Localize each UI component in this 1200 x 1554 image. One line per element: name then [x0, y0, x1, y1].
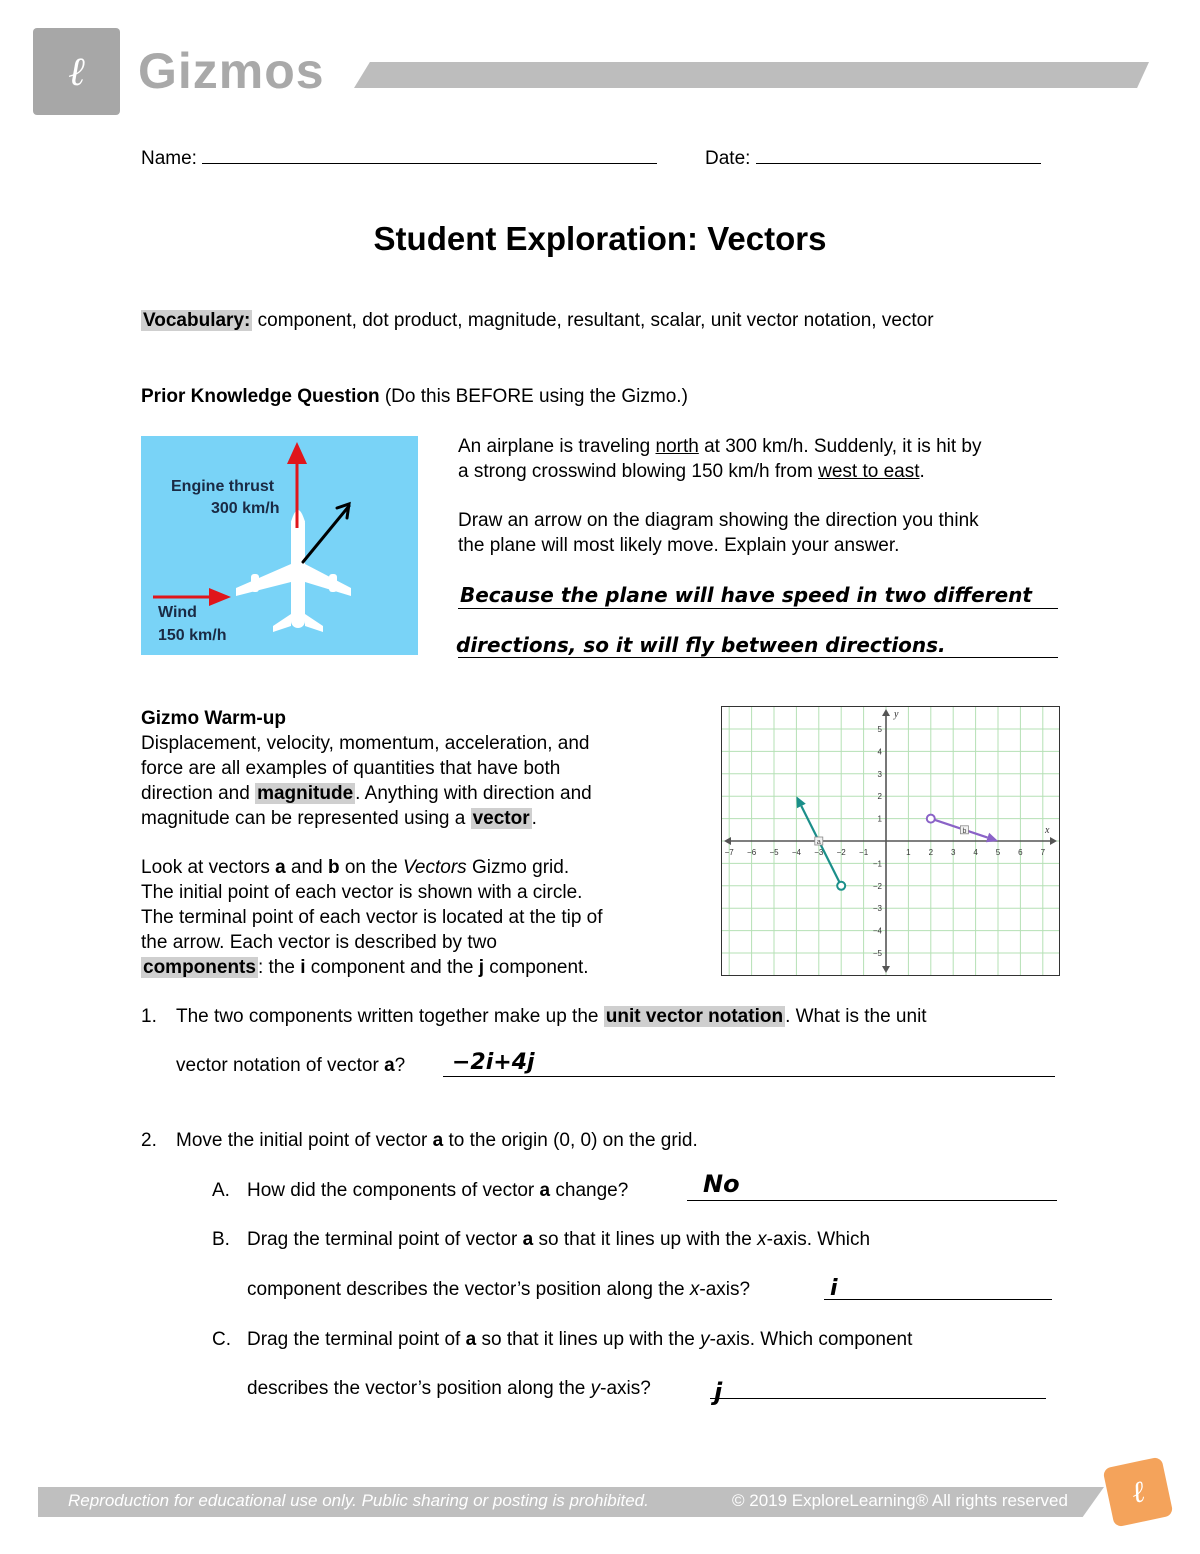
- q2-text: Move the initial point of vector a to the origin (0, 0) on the grid.: [176, 1130, 698, 1151]
- vector-b-initial-point: [927, 815, 935, 823]
- prior-instruction-1: Draw an arrow on the diagram showing the direction you think: [458, 510, 979, 531]
- prior-answer-1[interactable]: Because the plane will have speed in two different: [460, 583, 1032, 607]
- drawn-answer-arrow-icon: [303, 504, 349, 562]
- term-unit-vector-notation: unit vector notation: [605, 1006, 784, 1027]
- warmup-heading: Gizmo Warm-up: [141, 708, 286, 729]
- warmup-line-9: components : the i component and the j component.: [143, 957, 589, 978]
- q2b-line-1: Drag the terminal point of vector a so that it lines up with the x-axis. Which: [247, 1229, 871, 1250]
- brand-name: Gizmos: [138, 43, 325, 99]
- q1-line-2: vector notation of vector a?: [176, 1055, 406, 1076]
- y-axis-label: y: [894, 709, 899, 720]
- q1-number: 1.: [141, 1006, 157, 1027]
- y-tick-label: −1: [872, 859, 882, 869]
- vocabulary-label: Vocabulary:: [143, 310, 251, 331]
- warmup-line-8: the arrow. Each vector is described by two: [141, 932, 497, 953]
- gizmos-logo-icon: ℓ: [33, 28, 120, 115]
- x-tick-label: −1: [859, 848, 869, 857]
- term-components: components: [143, 957, 256, 978]
- q2c-line-1: Drag the terminal point of a so that it lines up with the y-axis. Which component: [247, 1329, 913, 1350]
- q2c-answer-line: [710, 1398, 1046, 1399]
- date-row: [705, 145, 1041, 170]
- x-tick-label: 6: [1018, 848, 1023, 857]
- page-title: Student Exploration: Vectors: [373, 220, 827, 257]
- x-axis-arrow-icon: [1050, 837, 1057, 845]
- q2a-text: How did the components of vector a change?: [247, 1180, 629, 1201]
- x-tick-label: 3: [950, 848, 956, 857]
- date-label: Date:: [705, 148, 751, 169]
- q2a-letter: A.: [212, 1180, 230, 1201]
- x-tick-label: 4: [973, 848, 978, 857]
- vocabulary-terms: component, dot product, magnitude, resultant, scalar, unit vector notation, vector: [257, 310, 934, 331]
- y-tick-label: 5: [877, 725, 882, 734]
- x-tick-label: 1: [906, 848, 911, 857]
- y-tick-label: 2: [877, 792, 882, 802]
- x-tick-label: −6: [747, 848, 757, 857]
- q2b-line-2: component describes the vector’s position along the x-axis?: [247, 1279, 751, 1300]
- airplane-icon: [236, 510, 351, 632]
- vector-b-line: [931, 819, 988, 838]
- name-label: Name:: [141, 148, 197, 169]
- q2-number: 2.: [141, 1130, 157, 1151]
- vector-b-arrowhead: [986, 833, 998, 842]
- x-tick-label: −2: [836, 848, 846, 857]
- prior-answer-2[interactable]: directions, so it will fly between directions.: [456, 633, 946, 657]
- term-magnitude: magnitude: [257, 783, 354, 804]
- name-row: [141, 145, 657, 170]
- x-axis-label: x: [1045, 825, 1050, 836]
- vectors-grid-chart: [721, 706, 1060, 976]
- header-bar: [354, 62, 1149, 88]
- vectors-grid-svg: [722, 707, 1059, 975]
- prior-text-line-1: An airplane is traveling north at 300 km/h. Suddenly, it is hit by: [458, 436, 982, 457]
- x-tick-label: 7: [1040, 848, 1046, 857]
- warmup-line-4: magnitude can be represented using a vector .: [141, 808, 537, 829]
- q2b-answer-line: [824, 1299, 1052, 1300]
- y-axis-arrow-down-icon: [882, 966, 890, 973]
- warmup-line-6: The initial point of each vector is shown with a circle.: [141, 882, 583, 903]
- explorelearning-logo-icon: ℓ: [1102, 1456, 1173, 1527]
- engine-speed-label: 300 km/h: [211, 500, 280, 517]
- x-tick-label: −7: [724, 848, 734, 857]
- q2a-answer[interactable]: No: [703, 1170, 740, 1198]
- vocabulary-line: [141, 310, 934, 332]
- engine-thrust-label: Engine thrust: [171, 478, 275, 495]
- q2b-letter: B.: [212, 1229, 230, 1250]
- q2c-line-2: describes the vector’s position along the y-axis?: [247, 1378, 651, 1399]
- y-tick-label: 1: [877, 814, 882, 824]
- warmup-line-5: Look at vectors a and b on the Vectors Gizmo grid.: [141, 857, 570, 878]
- wind-speed-label: 150 km/h: [158, 627, 227, 644]
- warmup-line-2: force are all examples of quantities that have both: [141, 758, 561, 779]
- vector-a-initial-point: [837, 882, 845, 890]
- warmup-line-3: direction and magnitude . Anything with direction and: [141, 783, 592, 804]
- vectors: [796, 796, 998, 890]
- q1-line-1: The two components written together make up the unit vector notation . What is the unit: [176, 1006, 927, 1027]
- y-tick-label: 4: [877, 747, 882, 757]
- q1-answer[interactable]: −2i+4j: [452, 1050, 535, 1075]
- vector-a-line: [801, 806, 841, 886]
- q2c-letter: C.: [212, 1329, 231, 1350]
- y-tick-label: −4: [872, 926, 882, 936]
- prior-heading: Prior Knowledge Question (Do this BEFORE using the Gizmo.): [141, 386, 688, 407]
- footer-disclaimer: Reproduction for educational use only. Public sharing or posting is prohibited.: [68, 1491, 649, 1510]
- warmup-line-7: The terminal point of each vector is located at the tip of: [141, 907, 603, 928]
- q2a-answer-line: [687, 1200, 1057, 1201]
- q1-answer-line: [443, 1076, 1055, 1077]
- y-tick-label: −5: [872, 949, 882, 958]
- thrust-arrow-icon: [287, 442, 307, 528]
- x-tick-label: 2: [928, 848, 934, 857]
- prior-text-line-2: a strong crosswind blowing 150 km/h from west to east.: [458, 461, 925, 482]
- wind-label: Wind: [158, 604, 197, 621]
- q2b-answer[interactable]: i: [830, 1276, 838, 1301]
- name-field[interactable]: [202, 145, 657, 164]
- x-tick-label: −4: [791, 848, 801, 857]
- y-tick-label: 3: [877, 769, 882, 779]
- prior-instruction-2: the plane will most likely move. Explain your answer.: [458, 535, 900, 556]
- date-field[interactable]: [756, 145, 1041, 164]
- footer-copyright: © 2019 ExploreLearning® All rights reserved: [732, 1491, 1068, 1510]
- y-tick-label: −2: [872, 881, 882, 891]
- warmup-line-1: Displacement, velocity, momentum, acceleration, and: [141, 733, 590, 754]
- answer-line-1: [458, 608, 1058, 609]
- vector-b-label: b: [962, 827, 967, 835]
- q2c-answer[interactable]: j: [714, 1378, 723, 1406]
- x-tick-label: 5: [995, 848, 1001, 857]
- x-axis-arrow-left-icon: [724, 837, 731, 845]
- x-tick-label: −5: [769, 848, 779, 857]
- airplane-diagram: [141, 436, 418, 655]
- vector-a-label: a: [816, 839, 821, 846]
- y-tick-label: −3: [872, 904, 882, 914]
- y-axis-arrow-icon: [882, 709, 890, 716]
- tick-labels: [725, 709, 1050, 958]
- answer-line-2: [458, 657, 1058, 658]
- x-tick-label: −3: [814, 848, 824, 857]
- term-vector: vector: [472, 808, 530, 829]
